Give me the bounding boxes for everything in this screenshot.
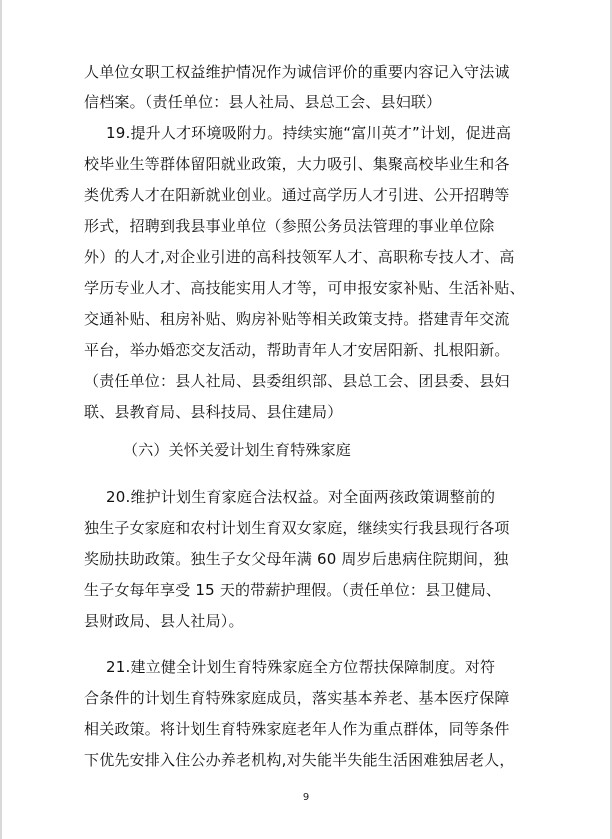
text-line: 平台，举办婚恋交友活动，帮助青年人才安居阳新、扎根阳新。 — [84, 341, 510, 359]
text-line: 奖励扶助政策。独生子女父母年满 60 周岁后患病住院期间，独 — [84, 550, 509, 568]
text-line: 信档案。（责任单位：县人社局、县总工会、县妇联） — [84, 93, 442, 111]
paragraph-21-start: 21.建立健全计划生育特殊家庭全方位帮扶保障制度。对符 — [106, 658, 496, 676]
text-line: 独生子女家庭和农村计划生育双女家庭，继续实行我县现行各项 — [84, 519, 510, 537]
text-line: 下优先安排入住公办养老机构,对失能半失能生活困难独居老人， — [84, 751, 515, 769]
page-left-border — [0, 0, 2, 839]
text-line: 生子女每年享受 15 天的带薪护理假。（责任单位：县卫健局、 — [84, 581, 502, 599]
text-line: 合条件的计划生育特殊家庭成员，落实基本养老、基本医疗保障 — [84, 689, 510, 707]
section-heading: （六）关怀关爱计划生育特殊家庭 — [123, 441, 352, 459]
paragraph-20-start: 20.维护计划生育家庭合法权益。对全面两孩政策调整前的 — [106, 488, 496, 506]
text-line: 形式，招聘到我县事业单位（参照公务员法管理的事业单位除 — [84, 217, 495, 235]
text-line: 交通补贴、租房补贴、购房补贴等相关政策支持。搭建青年交流 — [84, 310, 510, 328]
text-line: 校毕业生等群体留阳就业政策，大力吸引、集聚高校毕业生和各 — [84, 155, 510, 173]
page-number: 9 — [302, 792, 310, 803]
text-line: （责任单位：县人社局、县委组织部、县总工会、团县委、县妇 — [84, 372, 510, 390]
text-line: 相关政策。将计划生育特殊家庭老年人作为重点群体，同等条件 — [84, 720, 510, 738]
text-line: 联、县教育局、县科技局、县住建局） — [84, 403, 343, 421]
paragraph-19-start: 19.提升人才环境吸附力。持续实施“富川英才”计划，促进高 — [106, 124, 512, 142]
text-line: 外）的人才,对企业引进的高科技领军人才、高职称专技人才、高 — [84, 248, 515, 266]
text-line: 学历专业人才、高技能实用人才等，可申报安家补贴、生活补贴、 — [84, 279, 525, 297]
text-line: 县财政局、县人社局）。 — [84, 612, 244, 630]
text-line: 类优秀人才在阳新就业创业。通过高学历人才引进、公开招聘等 — [84, 186, 510, 204]
text-line: 人单位女职工权益维护情况作为诚信评价的重要内容记入守法诚 — [84, 63, 510, 81]
